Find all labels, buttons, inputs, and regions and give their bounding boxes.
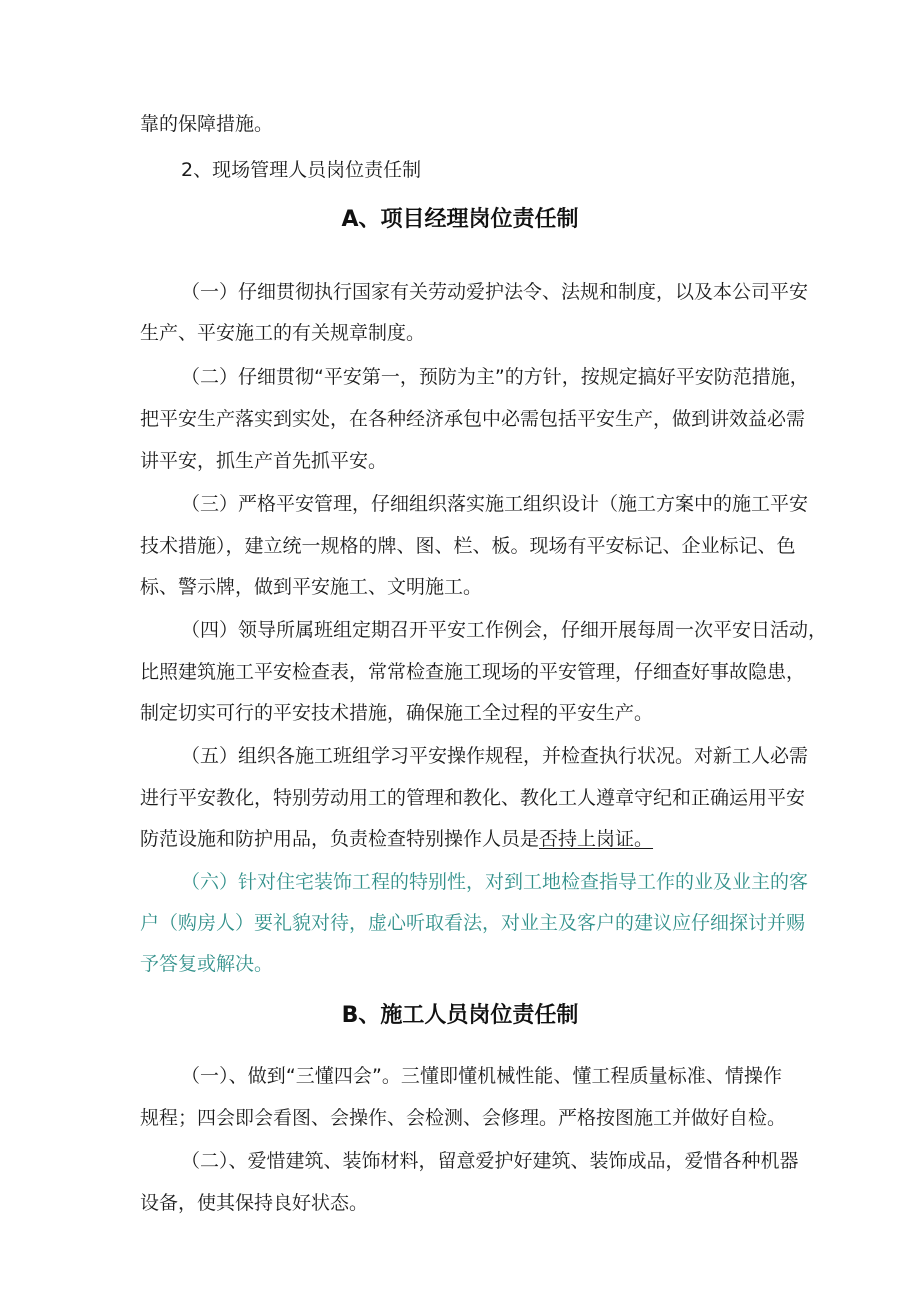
paragraph-b2-line1: （二）、爱惜建筑、装饰材料，留意爱护好建筑、装饰成品，爱惜各种机器	[181, 1150, 799, 1172]
intro-line: 靠的保障措施。	[140, 113, 274, 135]
paragraph-a6-line3: 予答复或解决。	[140, 953, 274, 975]
paragraph-a5-line3	[140, 827, 653, 851]
paragraph-b1-line1: （一）、做到“三懂四会”。三懂即懂机械性能、懂工程质量标准、情操作	[181, 1065, 782, 1087]
paragraph-a3-line2: 技术措施），建立统一规格的牌、图、栏、板。现场有平安标记、企业标记、色	[140, 535, 796, 557]
paragraph-a2-line1: （二）仔细贯彻“平安第一，预防为主”的方针，按规定搞好平安防范措施，	[181, 366, 809, 388]
paragraph-a2-line2: 把平安生产落实到实处，在各种经济承包中必需包括平安生产，做到讲效益必需	[140, 408, 806, 430]
heading-construction-staff: B、施工人员岗位责任制	[341, 1003, 579, 1028]
paragraph-a4-line2: 比照建筑施工平安检查表，常常检查施工现场的平安管理，仔细查好事故隐患，	[140, 661, 806, 683]
section-title: 2、现场管理人员岗位责任制	[181, 159, 422, 181]
paragraph-a5-line1: （五）组织各施工班组学习平安操作规程，并检查执行状况。对新工人必需	[181, 745, 809, 767]
paragraph-a1-line1: （一）仔细贯彻执行国家有关劳动爱护法令、法规和制度，以及本公司平安	[181, 281, 809, 303]
paragraph-a6-line2: 户（购房人）要礼貌对待，虚心听取看法，对业主及客户的建议应仔细探讨并赐	[140, 912, 806, 934]
paragraph-b1-line2: 规程；四会即会看图、会操作、会检测、会修理。严格按图施工并做好自检。	[140, 1107, 787, 1129]
underlined-certificate-text: 否持上岗证。	[539, 828, 654, 850]
paragraph-a2-line3: 讲平安，抓生产首先抓平安。	[140, 450, 388, 472]
paragraph-a5-line3-text: 防范设施和防护用品，负责检查特别操作人员是	[140, 828, 540, 850]
heading-project-manager: A、项目经理岗位责任制	[341, 207, 579, 232]
paragraph-a4-line3: 制定切实可行的平安技术措施，确保施工全过程的平安生产。	[140, 702, 654, 724]
paragraph-a3-line3: 标、警示牌，做到平安施工、文明施工。	[140, 576, 483, 598]
paragraph-a6-line1: （六）针对住宅装饰工程的特别性，对到工地检查指导工作的业及业主的客	[181, 871, 809, 893]
paragraph-a5-line2: 进行平安教化，特别劳动用工的管理和教化、教化工人遵章守纪和正确运用平安	[140, 787, 806, 809]
paragraph-b2-line2: 设备，使其保持良好状态。	[140, 1192, 369, 1214]
paragraph-a1-line2: 生产、平安施工的有关规章制度。	[140, 322, 426, 344]
paragraph-a4-line1: （四）领导所属班组定期召开平安工作例会，仔细开展每周一次平安日活动，	[181, 619, 828, 641]
paragraph-a3-line1: （三）严格平安管理，仔细组织落实施工组织设计（施工方案中的施工平安	[181, 493, 809, 515]
